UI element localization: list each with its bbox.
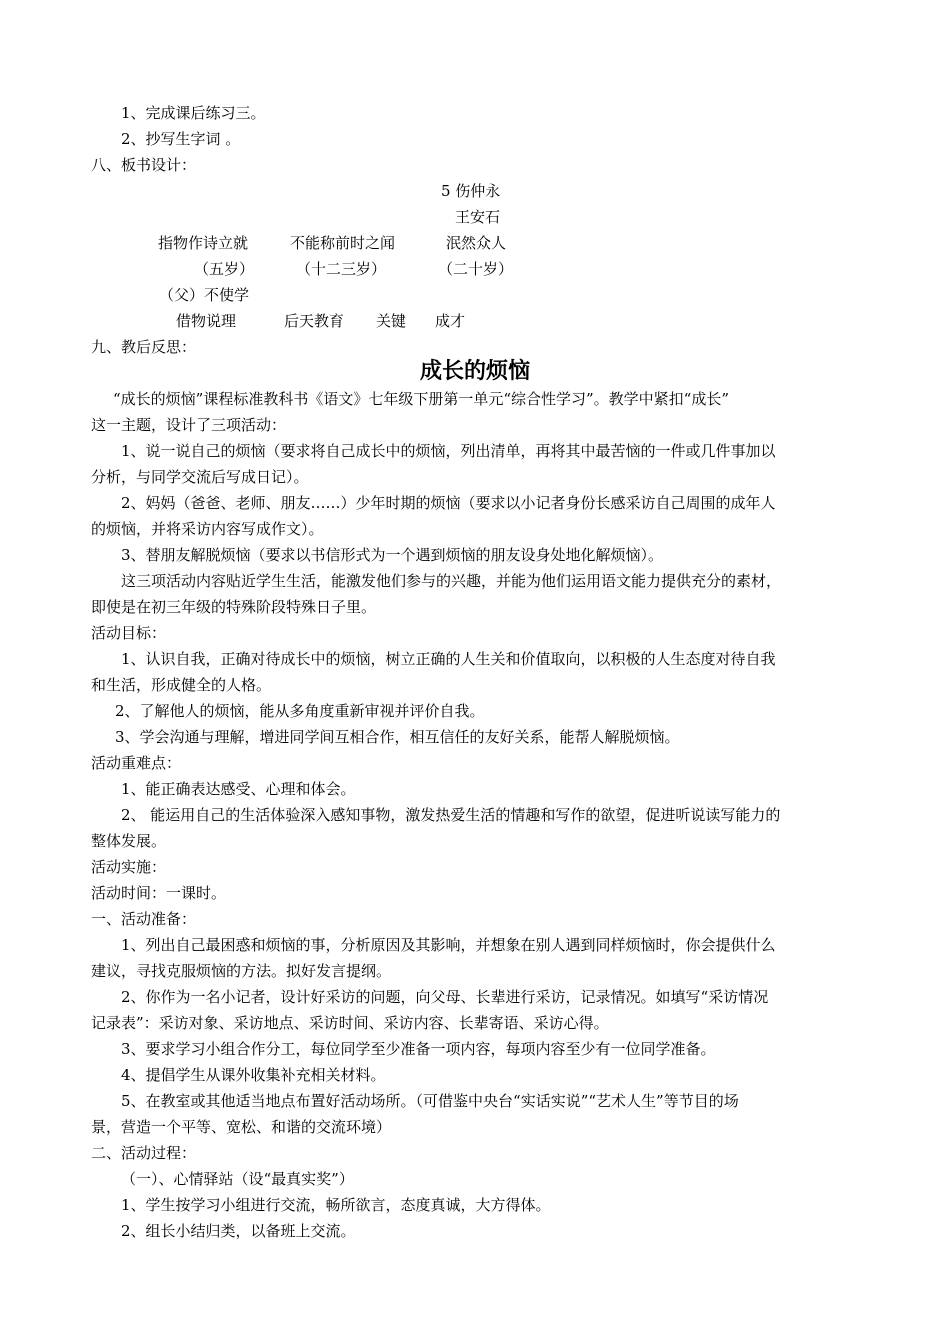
article-line: 整体发展。 [91,832,167,850]
article-line: 的烦恼，并将采访内容写成作文）。 [91,520,324,538]
board-author: 王安石 [455,208,501,226]
article-line: 3、要求学习小组合作分工，每位同学至少准备一项内容，每项内容至少有一位同学准备。 [121,1040,716,1058]
article-line: 5、在教室或其他适当地点布置好活动场所。（可借鉴中央台“实话实说”“艺术人生”等节目的场 [121,1092,739,1110]
article-line: 建议，寻找克服烦恼的方法。拟好发言提纲。 [91,962,392,980]
board-row-4-col-2: 后天教育 [284,312,345,330]
article-line: 记录表”：采访对象、采访地点、采访时间、采访内容、长辈寄语、采访心得。 [91,1014,609,1032]
board-title: 5 伤仲永 [441,182,501,200]
article-line: 活动实施： [91,858,167,876]
board-row-2-col-2: （十二三岁） [296,260,387,278]
article-line: 2、了解他人的烦恼，能从多角度重新审视并评价自我。 [115,702,485,720]
article-line: 2、妈妈（爸爸、老师、朋友……）少年时期的烦恼（要求以小记者身份长感采访自己周围的成年人 [121,494,776,512]
article-line: 3、替朋友解脱烦恼（要求以书信形式为一个遇到烦恼的朋友设身处地化解烦恼）。 [121,546,664,564]
homework-item-2: 2、抄写生字词 。 [121,130,241,148]
board-row-2-col-3: （二十岁） [438,260,514,278]
article-line: 一、活动准备： [91,910,197,928]
board-row-1-col-3: 泯然众人 [446,234,507,252]
article-line: 4、提倡学生从课外收集补充相关材料。 [121,1066,386,1084]
article-line: 2、组长小结归类，以备班上交流。 [121,1222,356,1240]
article-line: 1、说一说自己的烦恼（要求将自己成长中的烦恼，列出清单，再将其中最苦恼的一件或几件事加以 [121,442,776,460]
board-row-1-col-2: 不能称前时之闻 [290,234,396,252]
article-line: 1、能正确表达感受、心理和体会。 [121,780,356,798]
article-line: 1、认识自我，正确对待成长中的烦恼，树立正确的人生关和价值取向，以积极的人生态度对待自我 [121,650,776,668]
article-line: 即使是在初三年级的特殊阶段特殊日子里。 [91,598,377,616]
board-row-4-col-4: 成才 [435,312,466,330]
article-line: “成长的烦恼”课程标准教科书《语文》七年级下册第一单元“综合性学习”。教学中紧扣“成长” [113,390,730,408]
section-heading-reflection: 九、教后反思： [91,338,197,356]
article-title: 成长的烦恼 [419,359,530,384]
board-row-4-col-3: 关键 [376,312,407,330]
board-row-3: （父）不使学 [159,286,250,304]
board-row-4-col-1: 借物说理 [176,312,237,330]
article-line: 景，营造一个平等、宽松、和谐的交流环境） [91,1118,392,1136]
board-row-1-col-1: 指物作诗立就 [158,234,249,252]
article-line: 二、活动过程： [91,1144,197,1162]
article-line: 1、列出自己最困惑和烦恼的事，分析原因及其影响，并想象在别人遇到同样烦恼时，你会提供什么 [121,936,776,954]
article-line: 分析，与同学交流后写成日记）。 [91,468,309,486]
article-line: 2、 能运用自己的生活体验深入感知事物，激发热爱生活的情趣和写作的欲望，促进听说读写能力的 [121,806,781,824]
article-line: 活动重难点： [91,754,182,772]
article-line: 这三项活动内容贴近学生生活，能激发他们参与的兴趣，并能为他们运用语文能力提供充分的素材， [121,572,782,590]
article-line: 2、你作为一名小记者，设计好采访的问题，向父母、长辈进行采访，记录情况。如填写“采访情况 [121,988,769,1006]
article-line: 这一主题，设计了三项活动： [91,416,287,434]
article-line: 活动目标： [91,624,167,642]
article-line: 1、学生按学习小组进行交流，畅所欲言，态度真诚，大方得体。 [121,1196,551,1214]
board-row-2-col-1: （五岁） [194,260,255,278]
homework-item-1: 1、完成课后练习三。 [121,104,266,122]
article-line: 和生活，形成健全的人格。 [91,676,272,694]
article-line: 3、学会沟通与理解，增进同学间互相合作，相互信任的友好关系，能帮人解脱烦恼。 [115,728,680,746]
article-line: （一）、心情驿站（设“最真实奖”） [121,1170,354,1188]
article-line: 活动时间：一课时。 [91,884,227,902]
section-heading-board-design: 八、板书设计： [91,156,197,174]
